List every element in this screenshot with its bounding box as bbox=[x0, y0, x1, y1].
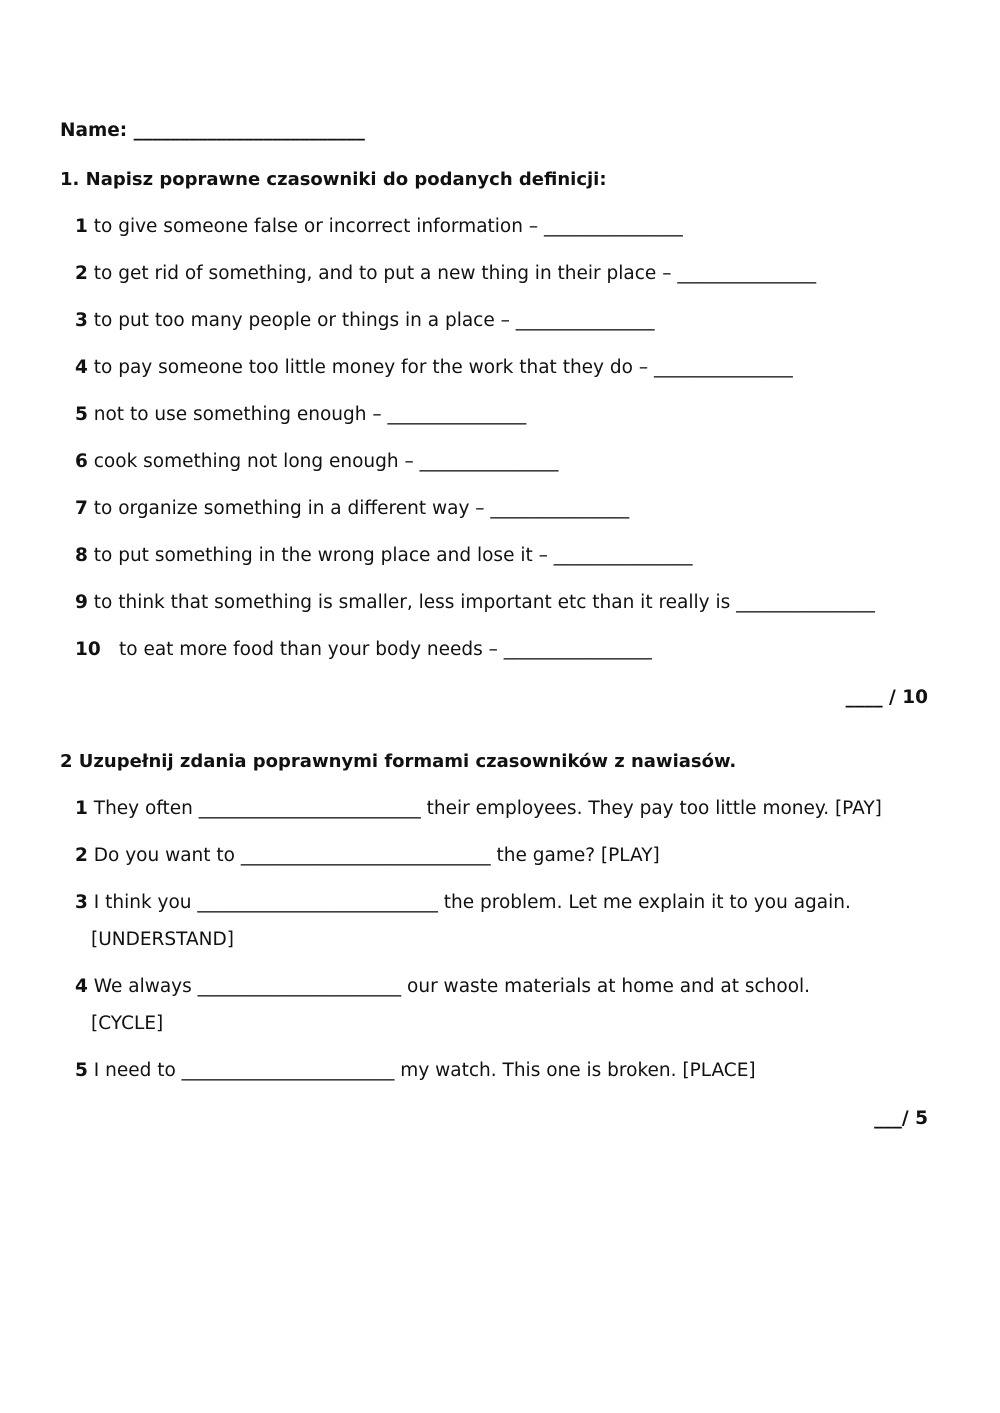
s1-item-text: to eat more food than your body needs – ________________ bbox=[119, 639, 652, 660]
s2-item-number: 2 bbox=[75, 845, 88, 866]
s2-item-number: 1 bbox=[75, 798, 88, 819]
s2-item-text: We always ______________________ our waste materials at home and at school. bbox=[93, 976, 811, 997]
s2-item-3-continuation: [UNDERSTAND] bbox=[91, 929, 234, 950]
s1-item-8 bbox=[75, 544, 693, 568]
section2-heading: 2 Uzupełnij zdania poprawnymi formami czasowników z nawiasów. bbox=[60, 751, 737, 772]
s2-item-number: 5 bbox=[75, 1060, 88, 1081]
s2-item-text: Do you want to ___________________________ the game? [PLAY] bbox=[93, 845, 660, 866]
s1-item-number: 4 bbox=[75, 357, 88, 378]
s2-item-5 bbox=[75, 1059, 756, 1083]
s2-item-text: They often ________________________ their employees. They pay too little money. [PAY] bbox=[93, 798, 882, 819]
s2-item-4 bbox=[75, 975, 810, 999]
s1-item-9 bbox=[75, 591, 875, 615]
s1-item-number: 9 bbox=[75, 592, 88, 613]
s2-item-number: 3 bbox=[75, 892, 88, 913]
s1-item-number: 6 bbox=[75, 451, 88, 472]
name-row bbox=[60, 119, 365, 143]
s1-item-4 bbox=[75, 356, 793, 380]
s1-item-3 bbox=[75, 309, 655, 333]
s1-item-text: to think that something is smaller, less important etc than it really is _______________ bbox=[93, 592, 875, 613]
section2-score: ___/ 5 bbox=[874, 1108, 928, 1129]
section1-heading: 1. Napisz poprawne czasowniki do podanych definicji: bbox=[60, 169, 607, 190]
s1-item-10 bbox=[75, 638, 652, 662]
s1-item-text: to give someone false or incorrect information – _______________ bbox=[93, 216, 683, 237]
s1-item-6 bbox=[75, 450, 558, 474]
name-blank: _________________________ bbox=[133, 120, 365, 141]
s2-item-number: 4 bbox=[75, 976, 88, 997]
s1-item-7 bbox=[75, 497, 629, 521]
s2-item-text: I need to _______________________ my watch. This one is broken. [PLACE] bbox=[93, 1060, 756, 1081]
s1-item-number: 2 bbox=[75, 263, 88, 284]
s1-item-number: 1 bbox=[75, 216, 88, 237]
s1-item-2 bbox=[75, 262, 816, 286]
s2-item-text: I think you __________________________ the problem. Let me explain it to you again. bbox=[93, 892, 851, 913]
s2-item-3 bbox=[75, 891, 851, 915]
s1-item-text: not to use something enough – _______________ bbox=[93, 404, 527, 425]
s1-item-5 bbox=[75, 403, 526, 427]
s2-item-4-continuation: [CYCLE] bbox=[91, 1013, 164, 1034]
s2-item-1 bbox=[75, 797, 882, 821]
s1-item-text: cook something not long enough – _______________ bbox=[93, 451, 559, 472]
s1-item-text: to organize something in a different way – _______________ bbox=[93, 498, 630, 519]
s1-item-1 bbox=[75, 215, 683, 239]
s1-item-text: to put something in the wrong place and lose it – _______________ bbox=[93, 545, 693, 566]
s1-item-text: to pay someone too little money for the work that they do – _______________ bbox=[93, 357, 793, 378]
name-label: Name: bbox=[60, 120, 128, 141]
s1-item-number: 5 bbox=[75, 404, 88, 425]
s1-item-text: to put too many people or things in a place – _______________ bbox=[93, 310, 655, 331]
section1-score: ____ / 10 bbox=[845, 687, 928, 708]
s1-item-number: 3 bbox=[75, 310, 88, 331]
s2-item-2 bbox=[75, 844, 660, 868]
s1-item-text: to get rid of something, and to put a new thing in their place – _______________ bbox=[93, 263, 817, 284]
s1-item-number: 8 bbox=[75, 545, 88, 566]
s1-item-number: 10 bbox=[75, 639, 101, 660]
s1-item-number: 7 bbox=[75, 498, 88, 519]
